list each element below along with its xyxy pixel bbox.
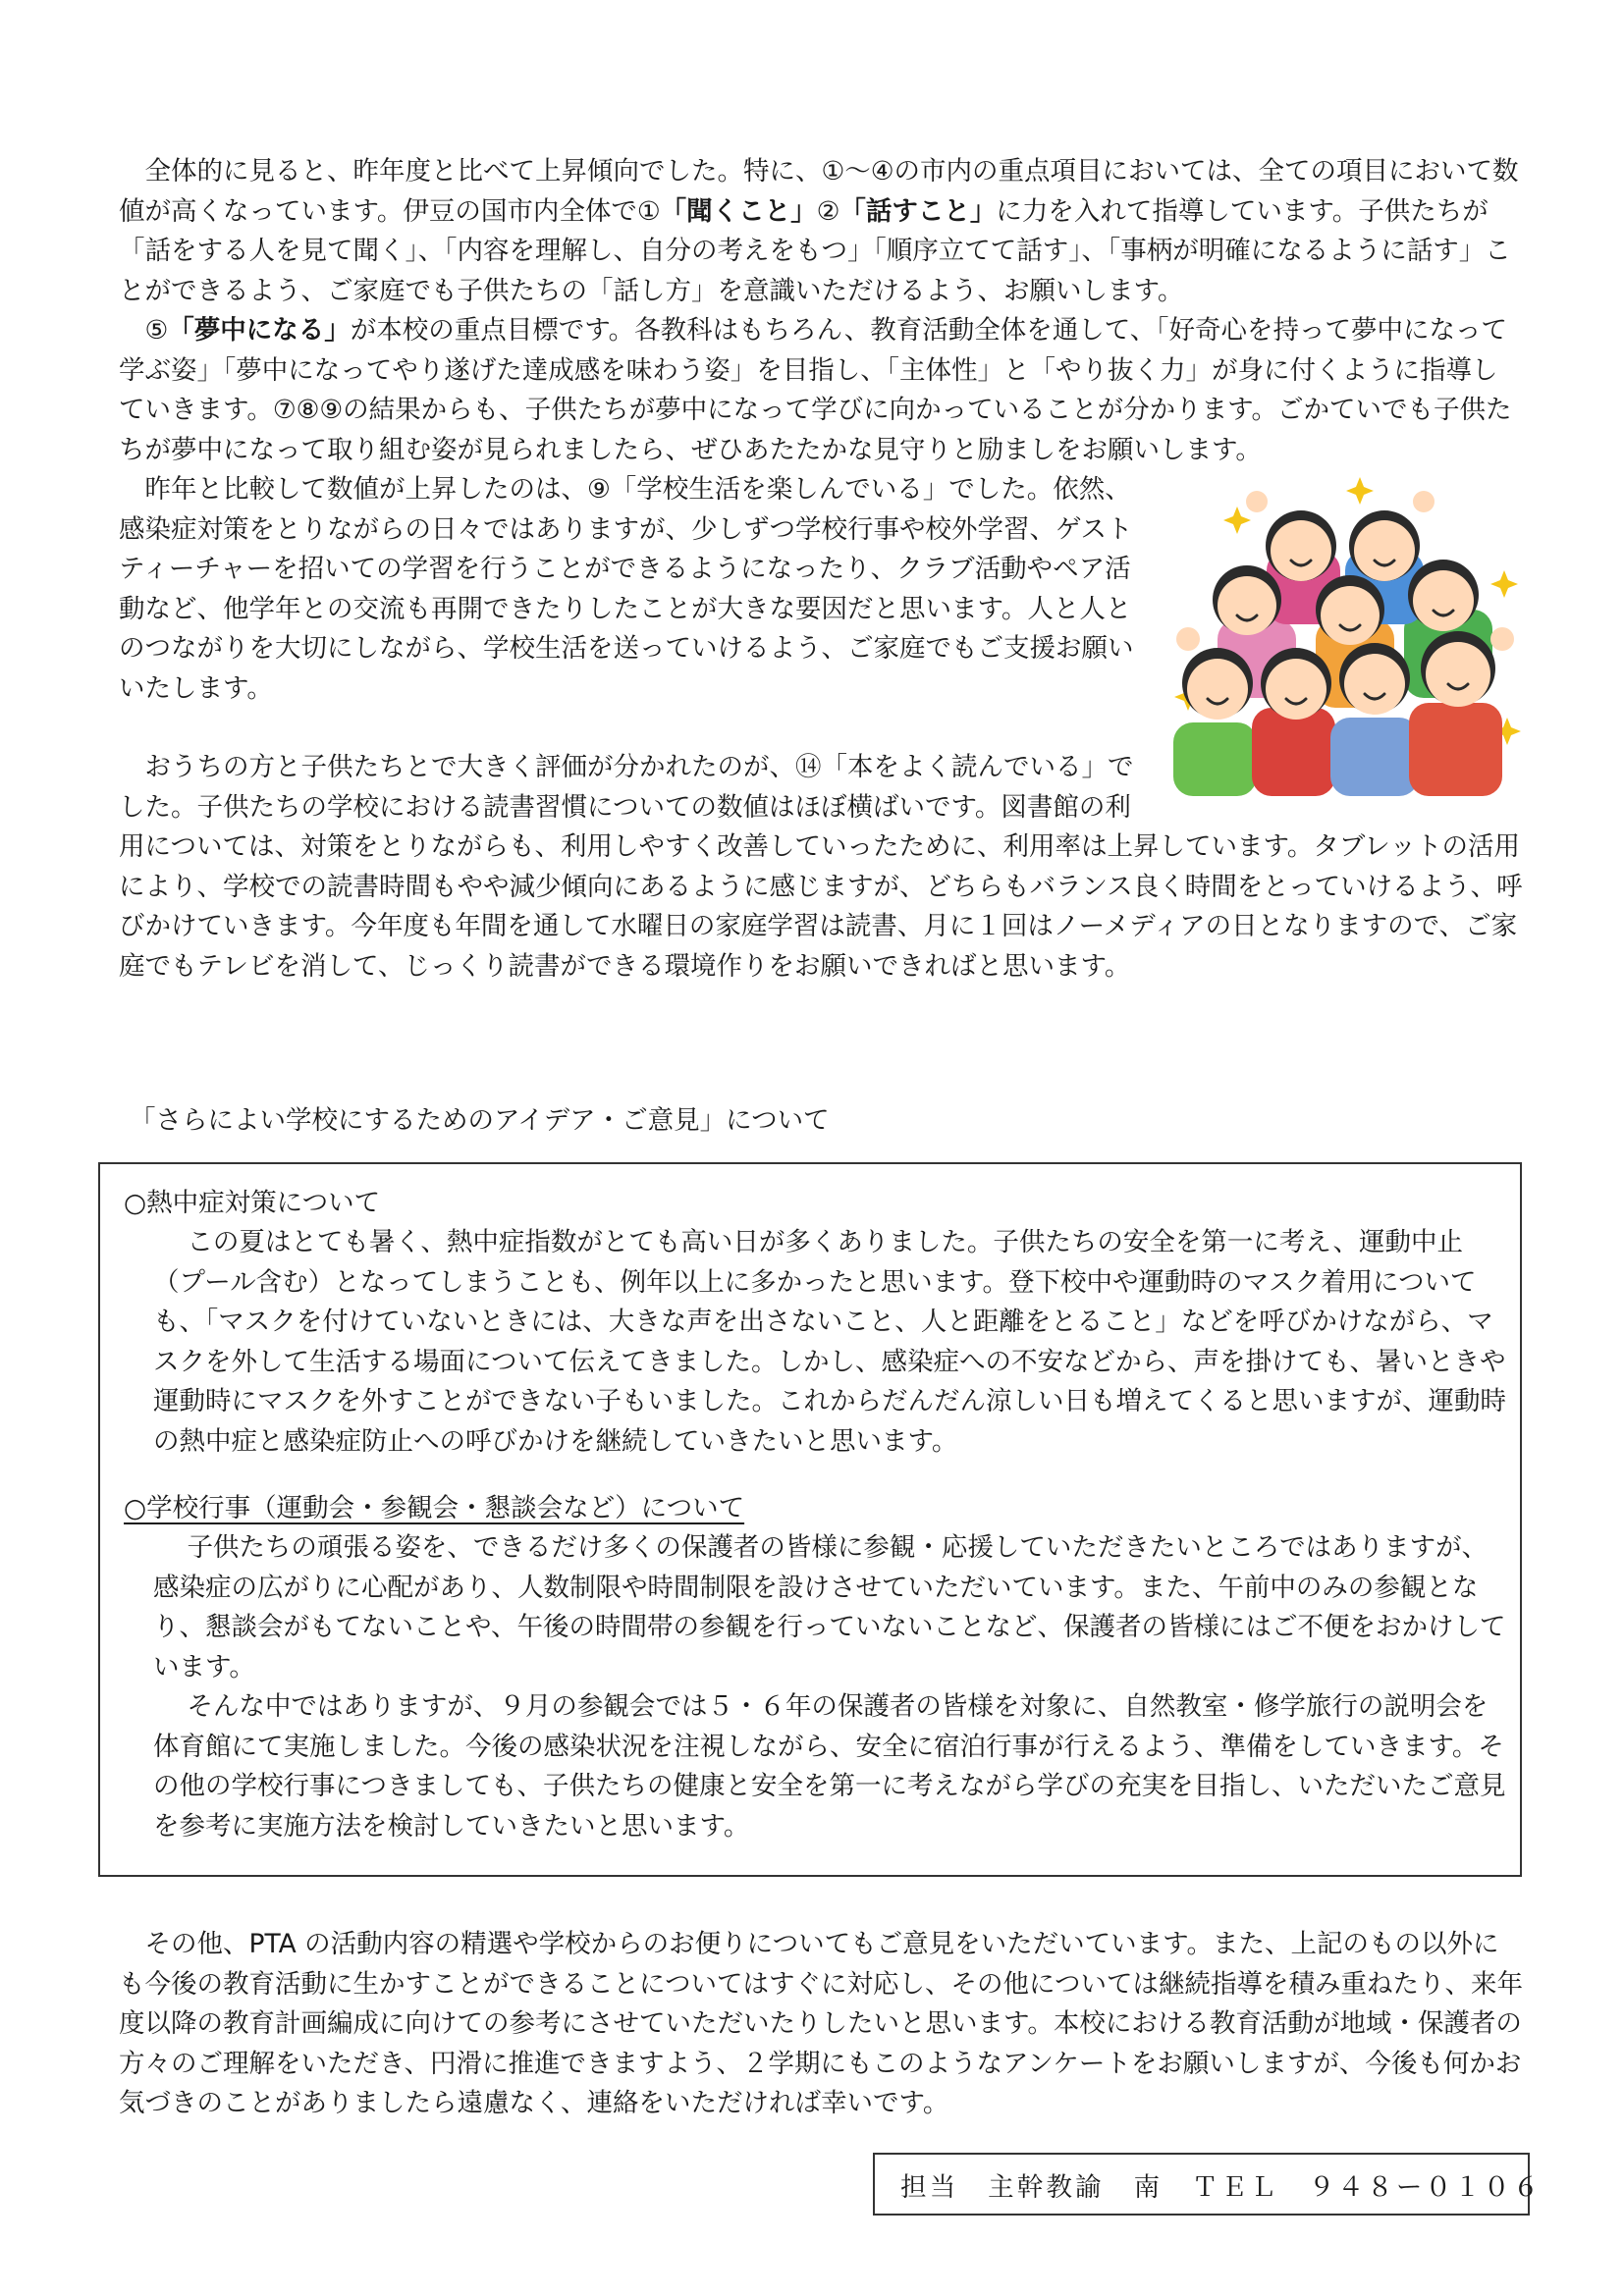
opinions-box — [98, 1162, 1522, 1877]
emphasis-absorbed: 「夢中になる」 — [168, 315, 351, 346]
child-figures — [1173, 491, 1514, 796]
heatstroke-heading: ○熱中症対策について — [124, 1188, 381, 1218]
paragraph-overall-text-c: に力を入れて指導しています。子供たちが「話をする人を見て聞く」、「内容を理解し、自分の考えをもつ」「順序立てて話す」、「事柄が明確になるように話す」ことができるよう、ご家庭でも子供たちの「話し方」を意識いただけるよう、お願いします。 — [119, 195, 1511, 306]
ideas-section-title: 「さらによい学校にするためのアイデア・ご意見」について — [130, 1105, 830, 1136]
spacer — [124, 1462, 1510, 1489]
paragraph-focus-text-a: ⑤ — [144, 315, 169, 346]
paragraph-overall — [119, 152, 1523, 311]
paragraph-focus-goal — [119, 311, 1523, 470]
school-events-heading — [124, 1489, 1510, 1528]
paragraph-reading: おうちの方と子供たちとで大きく評価が分かれたのが、⑭「本をよく読んでいる」でした。子供たちの学校における読書習慣についての数値はほぼ横ばいです。図書館の利用については、対策をとりながらも、利用しやすく改善していったために、利用率は上昇しています。タブレットの活用により、学校での読書時間もやや減少傾向にあるように感じますが、どちらもバランス良く時間をとっていけるよう、呼びかけていきます。今年度も年間を通して水曜日の家庭学習は読書、月に１回はノーメディアの日となりますので、ご家庭でもテレビを消して、じっくり読書ができる環境作りをお願いできればと思います。 — [119, 752, 1523, 982]
results-section — [119, 152, 1523, 987]
school-events-heading-text: ○学校行事（運動会・参観会・懇談会など）について — [124, 1493, 745, 1523]
school-events-paragraph-2: そんな中ではありますが、９月の参観会では５・６年の保護者の皆様を対象に、自然教室・修学旅行の説明会を体育館にて実施しました。今後の感染状況を注視しながら、安全に宿泊行事が行えるよう、準備をしていきます。その他の学校行事につきましても、子供たちの健康と安全を第一に考えながら学びの充実を目指し、いただいたご意見を参考に実施方法を検討していきたいと思います。 — [153, 1691, 1506, 1842]
paragraph-overall-text-b: ② — [816, 195, 840, 227]
school-events-paragraph-1: 子供たちの頑張る姿を、できるだけ多くの保護者の皆様に参観・応援していただきたいところではありますが、感染症の広がりに心配があり、人数制限や時間制限を設けさせていただいています。また、午前中のみの参観となり、懇談会がもてないことや、午後の時間帯の参観を行っていないことなど、保護者の皆様にはご不便をおかけしています。 — [153, 1532, 1506, 1682]
heatstroke-paragraph: この夏はとても暑く、熱中症指数がとても高い日が多くありました。子供たちの安全を第一に考え、運動中止（プール含む）となってしまうことも、例年以上に多かったと思います。登下校中や運動時のマスク着用についても、「マスクを付けていないときには、大きな声を出さないこと、人と距離をとること」などを呼びかけながら、マスクを外して生活する場面について伝えてきました。しかし、感染症への不安などから、声を掛けても、暑いときや運動時にマスクを外すことができない子もいました。これからだんだん涼しい日も増えてくると思いますが、運動時の熱中症と感染症防止への呼びかけを継続していきたいと思います。 — [153, 1227, 1506, 1457]
paragraph-school-life: 昨年と比較して数値が上昇したのは、⑨「学校生活を楽しんでいる」でした。依然、感染症対策をとりながらの日々ではありますが、少しずつ学校行事や校外学習、ゲストティーチャーを招いての学習を行うことができるようになったり、クラブ活動やペア活動など、他学年との交流も再開できたりしたことが大きな要因だと思います。人と人とのつながりを大切にしながら、学校生活を送っていけるよう、ご家庭でもご支援お願いいたします。 — [119, 474, 1134, 704]
paragraph-focus-text-b: が本校の重点目標です。各教科はもちろん、教育活動全体を通して、「好奇心を持って夢中になって学ぶ姿」「夢中になってやり遂げた達成感を味わう姿」を目指し、「主体性」と「やり抜く力」が身に付くように指導していきます。⑦⑧⑨の結果からも、子供たちが夢中になって学びに向かっていることが分かります。ごかていでも子供たちが夢中になって取り組む姿が見られましたら、ぜひあたたかな見守りと励ましをお願いします。 — [119, 315, 1512, 465]
closing-section — [119, 1925, 1523, 2124]
emphasis-listening: 「聞くこと」 — [660, 195, 817, 227]
closing-paragraph: その他、PTA の活動内容の精選や学校からのお便りについてもご意見をいただいています。また、上記のもの以外にも今後の教育活動に生かすことができることについてはすぐに対応し、その他については継続指導を積み重ねたり、来年度以降の教育計画編成に向けての参考にさせていただいたりしたいと思います。本校における教育活動が地域・保護者の方々のご理解をいただき、円滑に推進できますよう、２学期にもこのようなアンケートをお願いしますが、今後も何かお気づきのことがありましたら遠慮なく、連絡をいただければ幸いです。 — [119, 1929, 1523, 2118]
paragraph-overall-text-a: 全体的に見ると、昨年度と比べて上昇傾向でした。特に、①～④の市内の重点項目においては、全ての項目において数値が高くなっています。伊豆の国市内全体で① — [119, 156, 1519, 227]
children-cheering-illustration — [1149, 472, 1537, 796]
emphasis-speaking: 「話すこと」 — [839, 195, 997, 227]
contact-box: 担当 主幹教諭 南 ＴＥＬ ９４８ー０１０６ — [873, 2153, 1530, 2216]
